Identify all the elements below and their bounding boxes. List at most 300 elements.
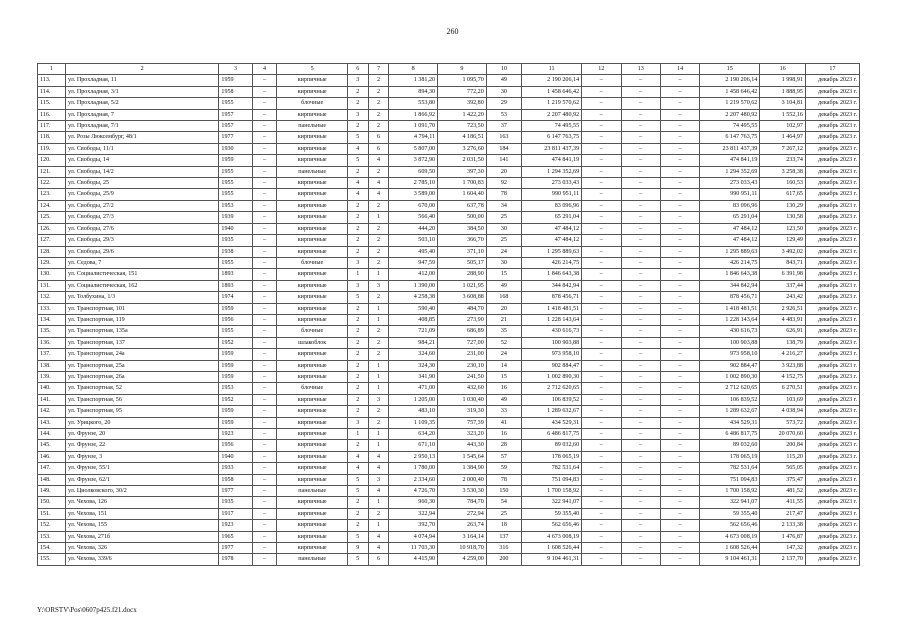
cost-budget-cell: 1 846 643,38 xyxy=(700,269,760,280)
total-area-cell: 4 415,90 xyxy=(389,554,438,565)
entrances-cell: 1 xyxy=(368,520,389,531)
floors-cell: 2 xyxy=(347,440,368,451)
cell-col-4-cell: – xyxy=(252,269,277,280)
floors-cell: 1 xyxy=(347,269,368,280)
cell-col-12-cell: – xyxy=(582,155,621,166)
entrances-cell: 4 xyxy=(368,531,389,542)
column-header: 12 xyxy=(582,64,621,75)
cell-col-12-cell: – xyxy=(582,337,621,348)
cell-col-4-cell: – xyxy=(252,508,277,519)
wall-material-cell: шлакоблок xyxy=(277,337,347,348)
cost-total-cell: 2 190 206,14 xyxy=(522,75,582,86)
year-built-cell: 1935 xyxy=(219,497,252,508)
residents-cell: 141 xyxy=(486,155,521,166)
cost-budget-cell: 1 289 632,67 xyxy=(700,406,760,417)
row-number-cell: 150. xyxy=(38,497,66,508)
floors-cell: 5 xyxy=(347,554,368,565)
deadline-cell: декабрь 2023 г. xyxy=(805,451,859,462)
wall-material-cell: кирпичные xyxy=(277,109,347,120)
cell-col-4-cell: – xyxy=(252,200,277,211)
cell-col-12-cell: – xyxy=(582,349,621,360)
wall-material-cell: кирпичные xyxy=(277,143,347,154)
cost-total-cell: 782 531,64 xyxy=(522,463,582,474)
address-cell: ул. Транспортная, 101 xyxy=(65,303,218,314)
total-area-cell: 960,30 xyxy=(389,497,438,508)
living-area-cell: 484,70 xyxy=(438,303,487,314)
deadline-cell: декабрь 2023 г. xyxy=(805,314,859,325)
cell-col-12-cell: – xyxy=(582,223,621,234)
cell-col-12-cell: – xyxy=(582,360,621,371)
cell-col-12-cell: – xyxy=(582,75,621,86)
cell-col-13-cell: – xyxy=(621,508,660,519)
address-cell: ул. Транспортная, 52 xyxy=(65,383,218,394)
table-body xyxy=(38,64,860,566)
living-area-cell: 500,00 xyxy=(438,212,487,223)
total-area-cell: 894,30 xyxy=(389,86,438,97)
cell-col-14-cell: – xyxy=(660,109,699,120)
cell-col-14-cell: – xyxy=(660,223,699,234)
floors-cell: 2 xyxy=(347,394,368,405)
cost-total-cell: 89 032,60 xyxy=(522,440,582,451)
residents-cell: 25 xyxy=(486,212,521,223)
living-area-cell: 4 259,00 xyxy=(438,554,487,565)
deadline-cell: декабрь 2023 г. xyxy=(805,200,859,211)
row-number-cell: 116. xyxy=(38,109,66,120)
wall-material-cell: кирпичные xyxy=(277,394,347,405)
cost-per-m2-cell: 1 476,87 xyxy=(760,531,806,542)
living-area-cell: 3 276,60 xyxy=(438,143,487,154)
cell-col-14-cell: – xyxy=(660,406,699,417)
address-cell: ул. Чехова, 126 xyxy=(65,497,218,508)
cost-per-m2-cell: 123,50 xyxy=(760,223,806,234)
cost-total-cell: 74 495,55 xyxy=(522,121,582,132)
wall-material-cell: кирпичные xyxy=(277,349,347,360)
cell-col-14-cell: – xyxy=(660,303,699,314)
cost-total-cell: 2 207 480,92 xyxy=(522,109,582,120)
living-area-cell: 443,30 xyxy=(438,440,487,451)
year-built-cell: 1974 xyxy=(219,292,252,303)
year-built-cell: 1956 xyxy=(219,440,252,451)
cost-per-m2-cell: 6 391,98 xyxy=(760,269,806,280)
cost-per-m2-cell: 3 258,38 xyxy=(760,166,806,177)
residents-cell: 37 xyxy=(486,121,521,132)
living-area-cell: 1 384,90 xyxy=(438,463,487,474)
floors-cell: 1 xyxy=(347,429,368,440)
address-cell: ул. Транспортная, 137 xyxy=(65,337,218,348)
column-header: 13 xyxy=(621,64,660,75)
cell-col-4-cell: – xyxy=(252,314,277,325)
address-cell: ул. Свободы, 27/2 xyxy=(65,200,218,211)
cell-col-12-cell: – xyxy=(582,166,621,177)
cell-col-12-cell: – xyxy=(582,86,621,97)
deadline-cell: декабрь 2023 г. xyxy=(805,543,859,554)
year-built-cell: 1955 xyxy=(219,257,252,268)
total-area-cell: 4 726,70 xyxy=(389,486,438,497)
wall-material-cell: кирпичные xyxy=(277,200,347,211)
deadline-cell: декабрь 2023 г. xyxy=(805,212,859,223)
cell-col-14-cell: – xyxy=(660,429,699,440)
total-area-cell: 324,30 xyxy=(389,360,438,371)
cost-budget-cell: 344 842,94 xyxy=(700,280,760,291)
year-built-cell: 1893 xyxy=(219,269,252,280)
deadline-cell: декабрь 2023 г. xyxy=(805,257,859,268)
address-cell: ул. Социалистическая, 151 xyxy=(65,269,218,280)
living-area-cell: 727,00 xyxy=(438,337,487,348)
residents-cell: 29 xyxy=(486,98,521,109)
cost-budget-cell: 973 958,10 xyxy=(700,349,760,360)
living-area-cell: 273,90 xyxy=(438,314,487,325)
cell-col-12-cell: – xyxy=(582,451,621,462)
cell-col-14-cell: – xyxy=(660,474,699,485)
deadline-cell: декабрь 2023 г. xyxy=(805,406,859,417)
cost-per-m2-cell: 626,91 xyxy=(760,326,806,337)
cell-col-12-cell: – xyxy=(582,554,621,565)
cell-col-4-cell: – xyxy=(252,474,277,485)
deadline-cell: декабрь 2023 г. xyxy=(805,417,859,428)
cost-budget-cell: 47 484,12 xyxy=(700,223,760,234)
entrances-cell: 2 xyxy=(368,349,389,360)
table-row xyxy=(38,429,860,440)
year-built-cell: 1933 xyxy=(219,463,252,474)
entrances-cell: 4 xyxy=(368,451,389,462)
cost-per-m2-cell: 217,47 xyxy=(760,508,806,519)
cost-budget-cell: 74 495,55 xyxy=(700,121,760,132)
wall-material-cell: кирпичные xyxy=(277,314,347,325)
residents-cell: 34 xyxy=(486,200,521,211)
address-cell: ул. Транспортная, 26а xyxy=(65,371,218,382)
residents-cell: 54 xyxy=(486,497,521,508)
table-row xyxy=(38,98,860,109)
entrances-cell: 3 xyxy=(368,474,389,485)
residents-cell: 30 xyxy=(486,223,521,234)
cell-col-13-cell: – xyxy=(621,189,660,200)
column-header: 16 xyxy=(760,64,806,75)
entrances-cell: 3 xyxy=(368,280,389,291)
cell-col-14-cell: – xyxy=(660,155,699,166)
cell-col-13-cell: – xyxy=(621,109,660,120)
row-number-cell: 132. xyxy=(38,292,66,303)
living-area-cell: 1 422,20 xyxy=(438,109,487,120)
wall-material-cell: кирпичные xyxy=(277,440,347,451)
row-number-cell: 152. xyxy=(38,520,66,531)
cell-col-14-cell: – xyxy=(660,75,699,86)
entrances-cell: 2 xyxy=(368,121,389,132)
cost-total-cell: 1 002 890,30 xyxy=(522,371,582,382)
column-header: 11 xyxy=(522,64,582,75)
cell-col-14-cell: – xyxy=(660,497,699,508)
address-cell: ул. Транспортная, 119 xyxy=(65,314,218,325)
cell-col-13-cell: – xyxy=(621,257,660,268)
row-number-cell: 130. xyxy=(38,269,66,280)
table-row xyxy=(38,212,860,223)
cost-total-cell: 23 811 437,39 xyxy=(522,143,582,154)
row-number-cell: 124. xyxy=(38,200,66,211)
residents-cell: 15 xyxy=(486,269,521,280)
column-header: 6 xyxy=(347,64,368,75)
wall-material-cell: кирпичные xyxy=(277,508,347,519)
residents-cell: 78 xyxy=(486,189,521,200)
wall-material-cell: блочные xyxy=(277,326,347,337)
table-row xyxy=(38,497,860,508)
floors-cell: 2 xyxy=(347,223,368,234)
cell-col-14-cell: – xyxy=(660,200,699,211)
cost-per-m2-cell: 130,58 xyxy=(760,212,806,223)
deadline-cell: декабрь 2023 г. xyxy=(805,497,859,508)
deadline-cell: декабрь 2023 г. xyxy=(805,246,859,257)
row-number-cell: 119. xyxy=(38,143,66,154)
column-header: 2 xyxy=(65,64,218,75)
living-area-cell: 392,80 xyxy=(438,98,487,109)
cell-col-13-cell: – xyxy=(621,497,660,508)
living-area-cell: 3 530,30 xyxy=(438,486,487,497)
total-area-cell: 947,59 xyxy=(389,257,438,268)
floors-cell: 2 xyxy=(347,406,368,417)
cost-total-cell: 83 096,96 xyxy=(522,200,582,211)
address-cell: ул. Розы Люксембург, 48/1 xyxy=(65,132,218,143)
cell-col-13-cell: – xyxy=(621,178,660,189)
column-header: 9 xyxy=(438,64,487,75)
residents-cell: 59 xyxy=(486,463,521,474)
cell-col-12-cell: – xyxy=(582,543,621,554)
entrances-cell: 2 xyxy=(368,223,389,234)
living-area-cell: 686,89 xyxy=(438,326,487,337)
table-row xyxy=(38,109,860,120)
floors-cell: 2 xyxy=(347,349,368,360)
row-number-cell: 144. xyxy=(38,429,66,440)
floors-cell: 5 xyxy=(347,155,368,166)
cost-budget-cell: 178 065,19 xyxy=(700,451,760,462)
address-cell: ул. Свободы, 29/3 xyxy=(65,235,218,246)
table-row xyxy=(38,257,860,268)
table-row xyxy=(38,394,860,405)
cost-budget-cell: 59 355,40 xyxy=(700,508,760,519)
cell-col-14-cell: – xyxy=(660,543,699,554)
deadline-cell: декабрь 2023 г. xyxy=(805,371,859,382)
cost-budget-cell: 474 841,19 xyxy=(700,155,760,166)
cost-total-cell: 562 656,46 xyxy=(522,520,582,531)
cost-per-m2-cell: 565,05 xyxy=(760,463,806,474)
floors-cell: 5 xyxy=(347,132,368,143)
total-area-cell: 634,20 xyxy=(389,429,438,440)
year-built-cell: 1959 xyxy=(219,75,252,86)
residents-cell: 57 xyxy=(486,451,521,462)
cost-per-m2-cell: 129,49 xyxy=(760,235,806,246)
floors-cell: 9 xyxy=(347,543,368,554)
cell-col-14-cell: – xyxy=(660,394,699,405)
entrances-cell: 2 xyxy=(368,75,389,86)
cost-budget-cell: 6 147 763,75 xyxy=(700,132,760,143)
year-built-cell: 1923 xyxy=(219,520,252,531)
living-area-cell: 231,00 xyxy=(438,349,487,360)
row-number-cell: 148. xyxy=(38,474,66,485)
cell-col-14-cell: – xyxy=(660,451,699,462)
floors-cell: 2 xyxy=(347,314,368,325)
floors-cell: 3 xyxy=(347,417,368,428)
row-number-cell: 153. xyxy=(38,531,66,542)
address-cell: ул. Свободы, 27/6 xyxy=(65,223,218,234)
year-built-cell: 1959 xyxy=(219,303,252,314)
cost-total-cell: 6 486 817,75 xyxy=(522,429,582,440)
table-row xyxy=(38,486,860,497)
address-cell: ул. Свободы, 25/9 xyxy=(65,189,218,200)
cell-col-4-cell: – xyxy=(252,371,277,382)
year-built-cell: 1938 xyxy=(219,246,252,257)
row-number-cell: 149. xyxy=(38,486,66,497)
year-built-cell: 1955 xyxy=(219,326,252,337)
wall-material-cell: кирпичные xyxy=(277,178,347,189)
total-area-cell: 322,94 xyxy=(389,508,438,519)
cost-budget-cell: 1 608 526,44 xyxy=(700,543,760,554)
cell-col-12-cell: – xyxy=(582,132,621,143)
residents-cell: 30 xyxy=(486,257,521,268)
table-row xyxy=(38,121,860,132)
cell-col-12-cell: – xyxy=(582,98,621,109)
cost-total-cell: 47 484,12 xyxy=(522,235,582,246)
residents-cell: 16 xyxy=(486,383,521,394)
cell-col-14-cell: – xyxy=(660,349,699,360)
wall-material-cell: кирпичные xyxy=(277,223,347,234)
page-number: 260 xyxy=(446,27,459,36)
cell-col-13-cell: – xyxy=(621,155,660,166)
deadline-cell: декабрь 2023 г. xyxy=(805,303,859,314)
year-built-cell: 1952 xyxy=(219,394,252,405)
year-built-cell: 1965 xyxy=(219,531,252,542)
total-area-cell: 590,40 xyxy=(389,303,438,314)
cost-total-cell: 474 841,19 xyxy=(522,155,582,166)
cell-col-12-cell: – xyxy=(582,269,621,280)
living-area-cell: 4 186,51 xyxy=(438,132,487,143)
deadline-cell: декабрь 2023 г. xyxy=(805,75,859,86)
cost-per-m2-cell: 2 133,38 xyxy=(760,520,806,531)
wall-material-cell: кирпичные xyxy=(277,212,347,223)
cell-col-4-cell: – xyxy=(252,257,277,268)
year-built-cell: 1955 xyxy=(219,178,252,189)
entrances-cell: 2 xyxy=(368,406,389,417)
entrances-cell: 2 xyxy=(368,292,389,303)
column-header: 14 xyxy=(660,64,699,75)
deadline-cell: декабрь 2023 г. xyxy=(805,337,859,348)
floors-cell: 2 xyxy=(347,303,368,314)
column-header: 15 xyxy=(700,64,760,75)
entrances-cell: 2 xyxy=(368,246,389,257)
wall-material-cell: кирпичные xyxy=(277,303,347,314)
deadline-cell: декабрь 2023 г. xyxy=(805,474,859,485)
table-row xyxy=(38,531,860,542)
year-built-cell: 1953 xyxy=(219,200,252,211)
cost-per-m2-cell: 3 104,81 xyxy=(760,98,806,109)
living-area-cell: 1 095,70 xyxy=(438,75,487,86)
residents-cell: 28 xyxy=(486,440,521,451)
cost-budget-cell: 322 941,07 xyxy=(700,497,760,508)
address-cell: ул. Прохладная, 11 xyxy=(65,75,218,86)
cell-col-13-cell: – xyxy=(621,543,660,554)
file-path-footer: Y:\ORSTV\Pos\0607p425.f21.docx xyxy=(37,606,137,614)
cell-col-4-cell: – xyxy=(252,75,277,86)
row-number-cell: 122. xyxy=(38,178,66,189)
deadline-cell: декабрь 2023 г. xyxy=(805,531,859,542)
wall-material-cell: кирпичные xyxy=(277,497,347,508)
row-number-cell: 151. xyxy=(38,508,66,519)
address-cell: ул. Чехова, 151 xyxy=(65,508,218,519)
total-area-cell: 5 807,00 xyxy=(389,143,438,154)
cost-budget-cell: 430 616,73 xyxy=(700,326,760,337)
cell-col-12-cell: – xyxy=(582,394,621,405)
residents-cell: 168 xyxy=(486,292,521,303)
cost-budget-cell: 434 529,31 xyxy=(700,417,760,428)
row-number-cell: 127. xyxy=(38,235,66,246)
cell-col-12-cell: – xyxy=(582,121,621,132)
cell-col-13-cell: – xyxy=(621,474,660,485)
total-area-cell: 2 334,60 xyxy=(389,474,438,485)
residents-cell: 49 xyxy=(486,280,521,291)
cell-col-13-cell: – xyxy=(621,314,660,325)
row-number-cell: 115. xyxy=(38,98,66,109)
living-area-cell: 272,94 xyxy=(438,508,487,519)
total-area-cell: 4 074,94 xyxy=(389,531,438,542)
row-number-cell: 138. xyxy=(38,360,66,371)
year-built-cell: 1977 xyxy=(219,486,252,497)
living-area-cell: 757,39 xyxy=(438,417,487,428)
total-area-cell: 670,00 xyxy=(389,200,438,211)
year-built-cell: 1958 xyxy=(219,86,252,97)
entrances-cell: 6 xyxy=(368,143,389,154)
table-row xyxy=(38,292,860,303)
deadline-cell: декабрь 2023 г. xyxy=(805,143,859,154)
table-row xyxy=(38,280,860,291)
table-row xyxy=(38,166,860,177)
wall-material-cell: кирпичные xyxy=(277,543,347,554)
cell-col-12-cell: – xyxy=(582,429,621,440)
cell-col-4-cell: – xyxy=(252,121,277,132)
row-number-cell: 139. xyxy=(38,371,66,382)
row-number-cell: 121. xyxy=(38,166,66,177)
address-cell: ул. Прохладная, 7/1 xyxy=(65,121,218,132)
cell-col-14-cell: – xyxy=(660,121,699,132)
cost-per-m2-cell: 243,42 xyxy=(760,292,806,303)
housing-registry-table xyxy=(37,63,860,566)
year-built-cell: 1959 xyxy=(219,360,252,371)
total-area-cell: 1 866,92 xyxy=(389,109,438,120)
cell-col-13-cell: – xyxy=(621,429,660,440)
deadline-cell: декабрь 2023 г. xyxy=(805,440,859,451)
cost-per-m2-cell: 1 998,91 xyxy=(760,75,806,86)
wall-material-cell: блочные xyxy=(277,383,347,394)
residents-cell: 25 xyxy=(486,235,521,246)
entrances-cell: 1 xyxy=(368,440,389,451)
residents-cell: 35 xyxy=(486,326,521,337)
cost-per-m2-cell: 3 923,88 xyxy=(760,360,806,371)
cost-per-m2-cell: 6 270,51 xyxy=(760,383,806,394)
address-cell: ул. Транспортная, 25а xyxy=(65,360,218,371)
cost-budget-cell: 106 839,52 xyxy=(700,394,760,405)
cell-col-14-cell: – xyxy=(660,143,699,154)
cost-per-m2-cell: 4 152,75 xyxy=(760,371,806,382)
cell-col-12-cell: – xyxy=(582,235,621,246)
year-built-cell: 1956 xyxy=(219,314,252,325)
row-number-cell: 155. xyxy=(38,554,66,565)
cell-col-12-cell: – xyxy=(582,326,621,337)
column-header: 8 xyxy=(389,64,438,75)
cell-col-12-cell: – xyxy=(582,508,621,519)
floors-cell: 4 xyxy=(347,143,368,154)
table-row xyxy=(38,303,860,314)
cell-col-14-cell: – xyxy=(660,166,699,177)
cost-total-cell: 434 529,31 xyxy=(522,417,582,428)
cell-col-13-cell: – xyxy=(621,451,660,462)
cost-per-m2-cell: 2 137,70 xyxy=(760,554,806,565)
cell-col-14-cell: – xyxy=(660,269,699,280)
cost-total-cell: 6 147 763,75 xyxy=(522,132,582,143)
